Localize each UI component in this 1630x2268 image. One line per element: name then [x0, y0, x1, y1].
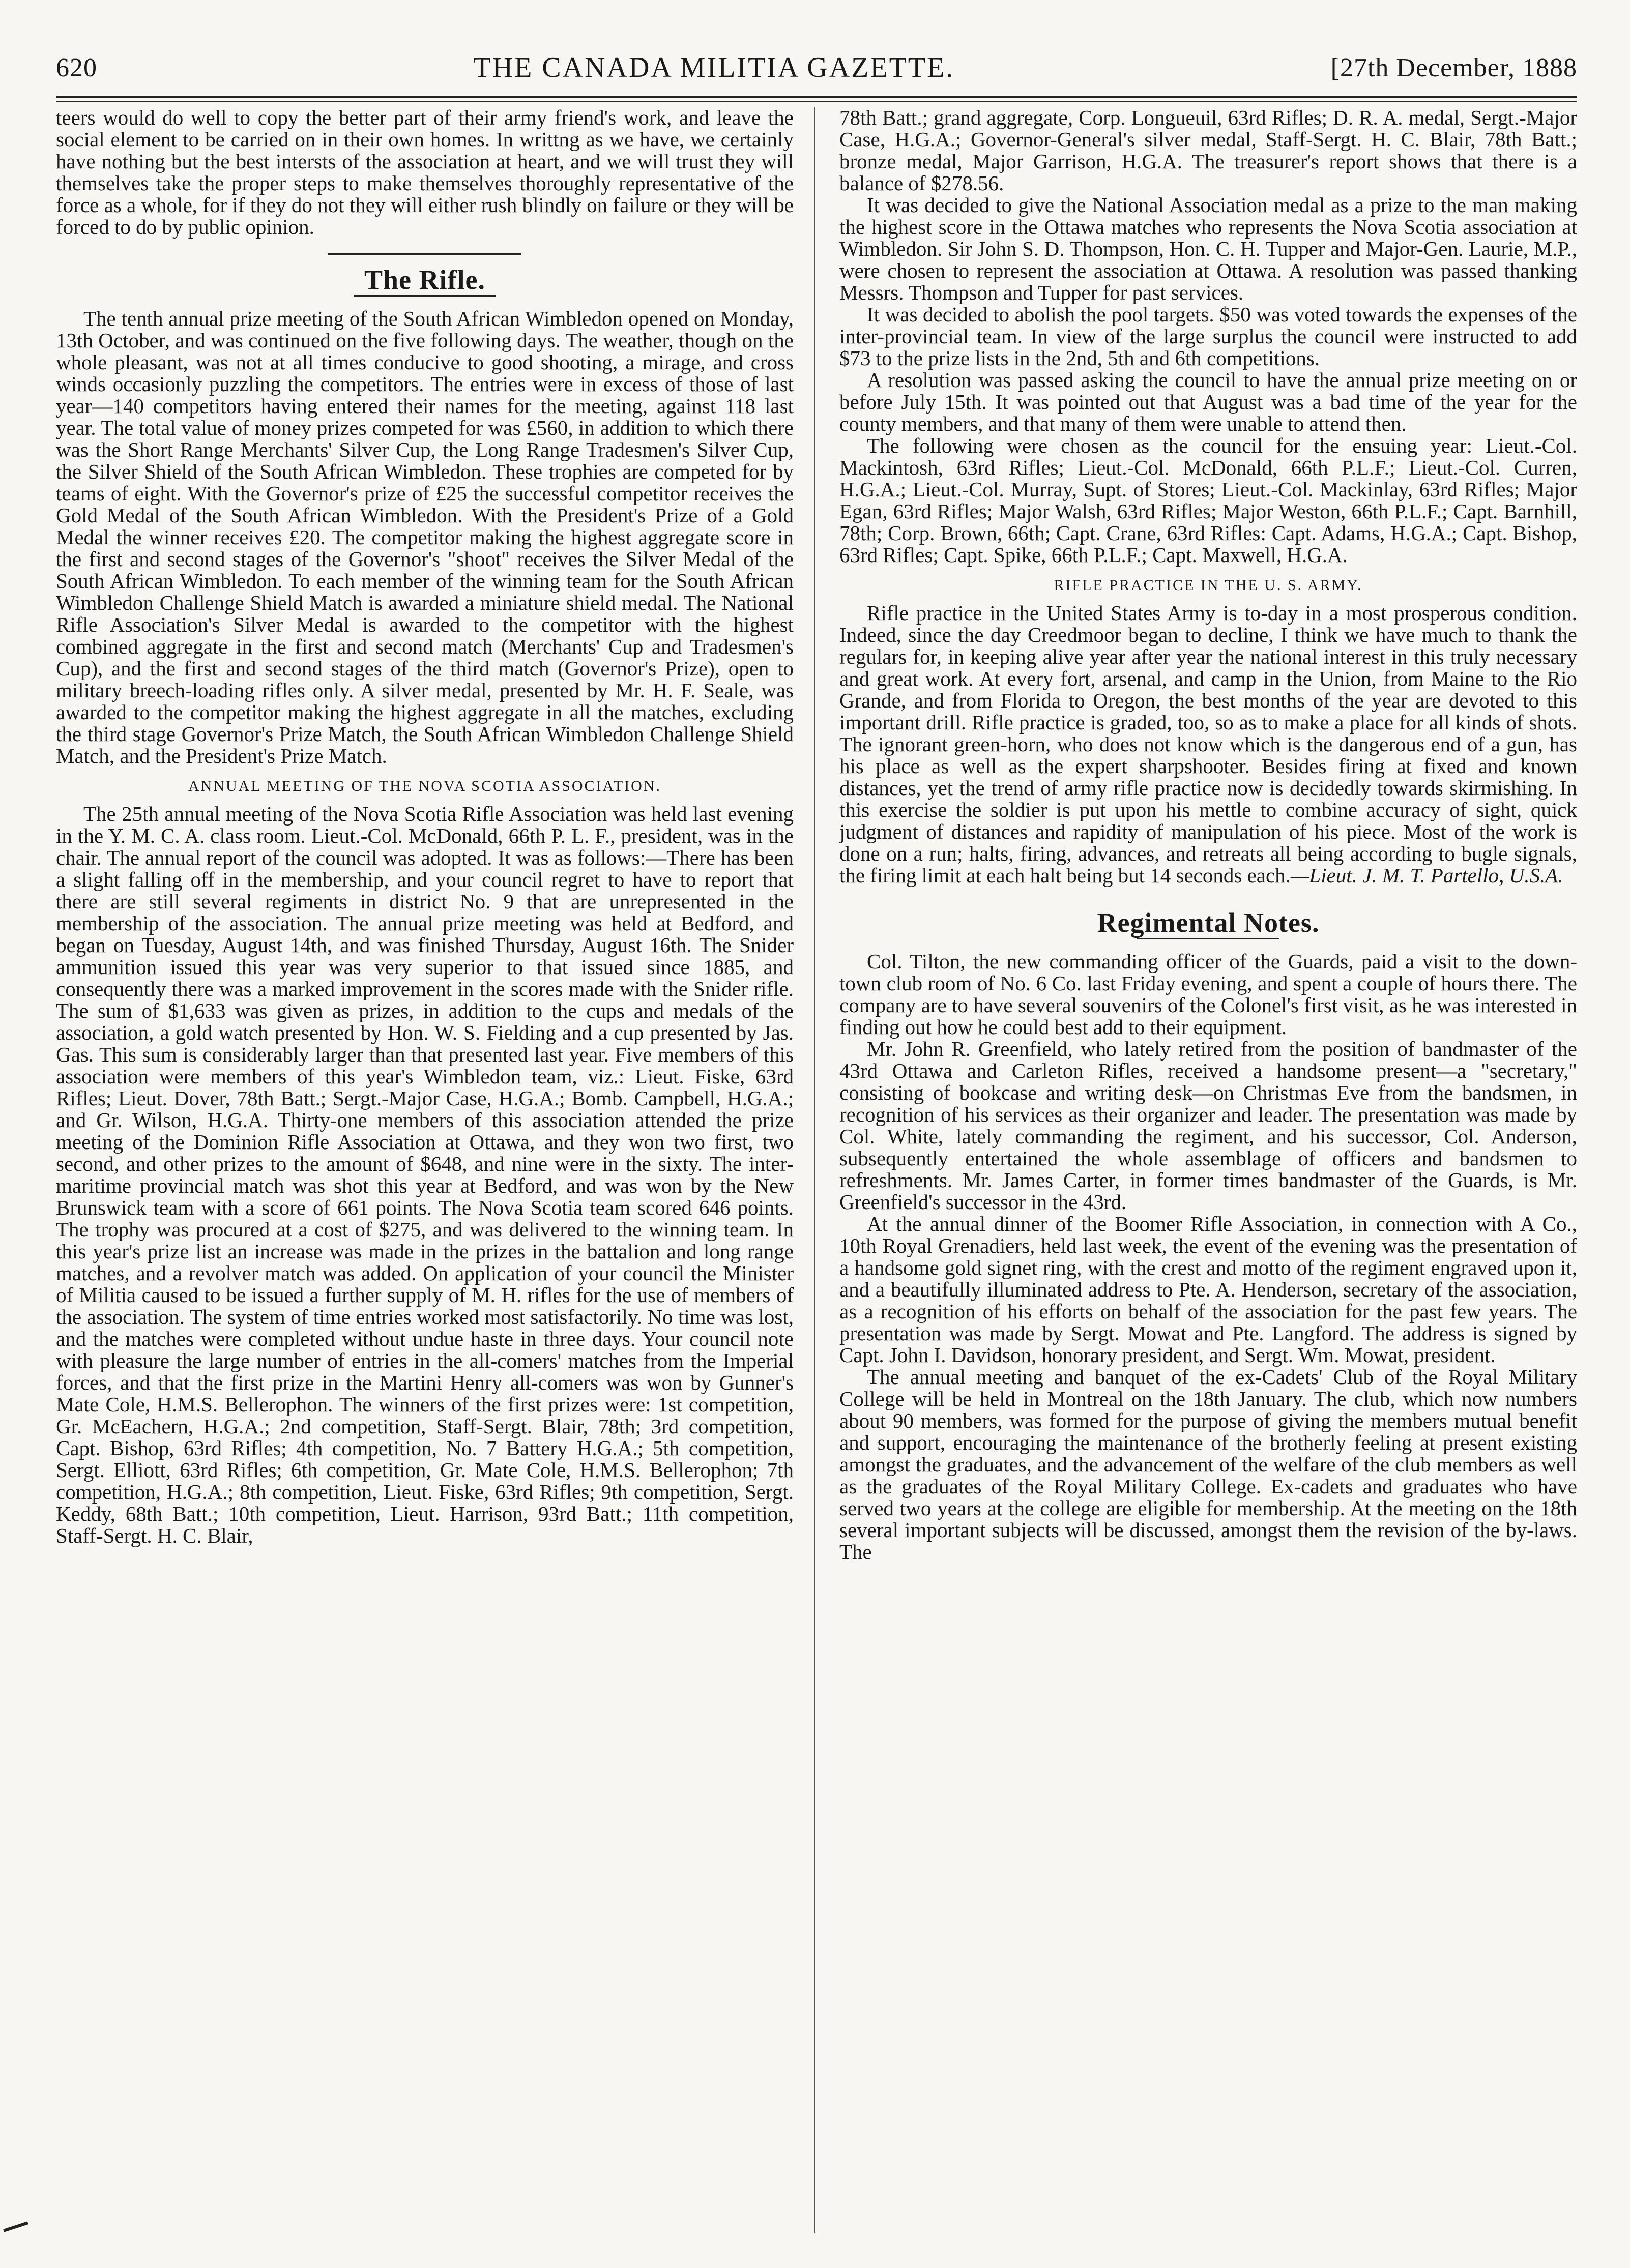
- publication-title: THE CANADA MILITIA GAZETTE.: [473, 52, 955, 83]
- greenfield-paragraph: Mr. John R. Greenfield, who lately retired from the position of bandmaster of the 43rd Ottawa and Carleton Rifles, received a handsome present—a "secretary," consisting of bookcase and writing desk—on Christmas Eve from the bandsmen, in recognition of his services as their organizer and leader. The presentation was made by Col. White, lately commanding the regiment, and his successor, Col. Anderson, subsequently entertained the whole assemblage of officers and bandsmen to refreshments. Mr. James Carter, in former times bandmaster of the Guards, is Mr. Greenfield's successor in the 43rd.: [839, 1037, 1577, 1214]
- continuation-paragraph: 78th Batt.; grand aggregate, Corp. Longueuil, 63rd Rifles; D. R. A. medal, Sergt.-Major Case, H.G.A.; Governor-General's silver medal, Staff-Sergt. H. C. Blair, 78th Batt.; bronze medal, Major Garrison, H.G.A. The treasurer's report shows that there is a balance of $278.56.: [839, 107, 1577, 195]
- issue-date: [27th December, 1888: [1330, 53, 1577, 82]
- nova-scotia-paragraph: The 25th annual meeting of the Nova Scotia Rifle Association was held last evening in the Y. M. C. A. class room. Lieut.-Col. McDonald, 66th P. L. F., president, was in the chair. The annual report of the council was adopted. It was as follows:—There has been a slight falling off in the membership, and your council regret to have to report that there are still several regiments in district No. 9 that are unrepresented in the membership of the association. The annual prize meeting was held at Bedford, and began on Tuesday, August 14th, and was finished Thursday, August 16th. The Snider ammunition issued this year was very superior to that issued since 1885, and consequently there was a marked improvement in the scores made with the Snider rifle. The sum of $1,633 was given as prizes, in addition to the cups and medals of the association, a gold watch presented by Hon. W. S. Fielding and a cup presented by Jas. Gas. This sum is considerably larger than that presented last year. Five members of this association were members of this year's Wimbledon team, viz.: Lieut. Fiske, 63rd Rifles; Lieut. Dover, 78th Batt.; Sergt.-Major Case, H.G.A.; Bomb. Campbell, H.G.A.; and Gr. Wilson, H.G.A. Thirty-one members of this association attended the prize meeting of the Dominion Rifle Association at Ottawa, and they won two first, two second, and other prizes to the amount of $648, and nine were in the sixty. The inter-maritime provincial match was shot this year at Bedford, and was won by the New Brunswick team with a score of 661 points. The Nova Scotia team scored 646 points. The trophy was procured at a cost of $275, and was delivered to the winning team. In this year's prize list an increase was made in the prizes in the battalion and long range matches, and a revolver match was added. On application of your council the Minister of Militia caused to be issued a further supply of M. H. rifles for the use of members of the association. The system of time entries worked most satisfactorily. No time was lost, and the matches were completed without undue haste in three days. Your council note with pleasure the large number of entries in the all-comers' matches from the Imperial forces, and that the first prize in the Martini Henry all-comers was won by Gunner's Mate Cole, H.M.S. Bellerophon. The winners of the first prizes were: 1st competition, Gr. McEachern, H.G.A.; 2nd competition, Staff-Sergt. Blair, 78th; 3rd competition, Capt. Bishop, 63rd Rifles; 4th competition, No. 7 Battery H.G.A.; 5th competition, Sergt. Elliott, 63rd Rifles; 6th competition, Gr. Mate Cole, H.M.S. Bellerophon; 7th competition, H.G.A.; 8th competition, Lieut. Fiske, 63rd Rifles; 9th competition, Sergt. Keddy, 68th Batt.; 10th competition, Lieut. Harrison, 93rd Batt.; 11th competition, Staff-Sergt. H. C. Blair,: [56, 802, 794, 1547]
- council-paragraph: The following were chosen as the council for the ensuing year: Lieut.-Col. Mackintosh, 63rd Rifles; Lieut.-Col. McDonald, 66th P.L.F.; Lieut.-Col. Curren, H.G.A.; Lieut.-Col. Murray, Supt. of Stores; Lieut.-Col. Mackinlay, 63rd Rifles; Major Egan, 63rd Rifles; Major Walsh, 63rd Rifles; Major Weston, 66th P.L.F.; Capt. Barnhill, 78th; Corp. Brown, 66th; Capt. Crane, 63rd Rifles: Capt. Adams, H.G.A.; Capt. Bishop, 63rd Rifles; Capt. Spike, 66th P.L.F.; Capt. Maxwell, H.G.A.: [839, 434, 1577, 567]
- us-army-byline: —Lieut. J. M. T. Partello, U.S.A.: [1290, 864, 1563, 887]
- column-divider: [814, 107, 815, 2233]
- medal-paragraph: It was decided to give the National Association medal as a prize to the man making the highest score in the Ottawa matches who represents the Nova Scotia association at Wimbledon. Sir John S. D. Thompson, Hon. C. H. Tupper and Major-Gen. Laurie, M.P., were chosen to represent the association at Ottawa. A resolution was passed thanking Messrs. Thompson and Tupper for past services.: [839, 193, 1577, 304]
- rifle-paragraph: The tenth annual prize meeting of the South African Wimbledon opened on Monday, 13th October, and was continued on the five following days. The weather, though on the whole pleasant, was not at all times conducive to good shooting, a mirage, and cross winds occasionly puzzling the competitors. The entries were in excess of those of last year—140 competitors having entered their names for the meeting, against 118 last year. The total value of money prizes competed for was £560, in addition to which there was the Short Range Merchants' Silver Cup, the Long Range Tradesmen's Silver Cup, the Silver Shield of the South African Wimbledon. These trophies are competed for by teams of eight. With the Governor's prize of £25 the successful competitor receives the Gold Medal of the South African Wimbledon. With the President's Prize of a Gold Medal the winner receives £20. The competitor making the highest aggregate score in the first and second stages of the Governor's "shoot" receives the Silver Medal of the South African Wimbledon. To each member of the winning team for the South African Wimbledon Challenge Shield Match is awarded a miniature shield medal. The National Rifle Association's Silver Medal is awarded to the competitor with the highest combined aggregate in the first and second match (Merchants' Cup and Tradesmen's Cup), and the first and second stages of the third match (Governor's Prize), open to military breech-loading rifles only. A silver medal, presented by Mr. H. F. Seale, was awarded to the competitor making the highest aggregate in all the matches, excluding the third stage Governor's Prize Match, the South African Wimbledon Challenge Shield Match, and the President's Prize Match.: [56, 307, 794, 768]
- us-army-subheading: RIFLE PRACTICE IN THE U. S. ARMY.: [1054, 577, 1363, 594]
- page-header: [56, 45, 1577, 91]
- us-army-text: Rifle practice in the United States Army is to-day in a most prosperous condition. Indeed, since the day Creedmoor began to decline, I think we have much to thank the regulars for, in keeping alive year after year the national interest in this truly necessary and great work. At every fort, arsenal, and camp in the Union, from Maine to the Rio Grande, and from Florida to Oregon, the best months of the year are devoted to this important drill. Rifle practice is graded, too, so as to make a place for all kinds of shots. The ignorant green-horn, who does not know which is the dangerous end of a gun, has his place as well as the expert sharpshooter. Besides firing at fixed and known distances, yet the trend of army rifle practice now is decidedly towards skirmishing. In this exercise the soldier is put upon his mettle to combine accuracy of sight, quick judgment of distances and rapidity of manipulation of his piece. Most of the work is done on a run; halts, firing, advances, and retreats all being according to bugle signals, the firing limit at each halt being but 14 seconds each.: [839, 601, 1577, 887]
- regimental-heading: Regimental Notes.: [1097, 907, 1320, 938]
- intro-paragraph: teers would do well to copy the better part of their army friend's work, and leave the social element to be carried on in their own homes. In writtng as we have, we certainly have nothing but the best intersts of the association at heart, and we will trust they will themselves take the proper steps to make themselves thoroughly representative of the force as a whole, for if they do not they will either rush blindly on failure or they will be forced to do by public opinion.: [56, 107, 794, 239]
- page-number: 620: [56, 53, 97, 82]
- header-rule-thin: [56, 101, 1577, 102]
- right-column: [839, 107, 1577, 2233]
- heading-rule: [1137, 938, 1279, 939]
- cadets-paragraph: The annual meeting and banquet of the ex-Cadets' Club of the Royal Military College will be held in Montreal on the 18th January. The club, which now numbers about 90 members, was formed for the purpose of giving the members mutual benefit and support, encouraging the maintenance of the brotherly feeling at present existing amongst the graduates, and the advancement of the welfare of the club members as well as the graduates of the Royal Military College. Ex-cadets and graduates who have served two years at the college are eligible for membership. At the meeting on the 18th several important subjects will be discussed, amongst them the revision of the by-laws. The: [839, 1365, 1577, 1564]
- margin-ink-mark: [3, 2221, 28, 2232]
- tilton-paragraph: Col. Tilton, the new commanding officer of the Guards, paid a visit to the down-town club room of No. 6 Co. last Friday evening, and spent a couple of hours there. The company are to have several souvenirs of the Colonel's first visit, as he was interested in finding out how he could best add to their equipment.: [839, 950, 1577, 1039]
- left-column: [56, 107, 794, 2233]
- heading-rule: [354, 295, 496, 297]
- section-divider: [328, 253, 521, 255]
- header-rule: [56, 96, 1577, 98]
- us-army-paragraph: [839, 602, 1577, 887]
- pool-paragraph: It was decided to abolish the pool targets. $50 was voted towards the expenses of the inter-provincial team. In view of the large surplus the council were instructed to add $73 to the prize lists in the 2nd, 5th and 6th competitions.: [839, 303, 1577, 370]
- resolution-paragraph: A resolution was passed asking the council to have the annual prize meeting on or before July 15th. It was pointed out that August was a bad time of the year for the county members, and that many of them were unable to attend then.: [839, 368, 1577, 435]
- boomer-paragraph: At the annual dinner of the Boomer Rifle Association, in connection with A Co., 10th Royal Grenadiers, held last week, the event of the evening was the presentation of a handsome gold signet ring, with the crest and motto of the regiment engraved upon it, and a beautifully illuminated address to Pte. A. Henderson, secretary of the association, as a recognition of his efforts on behalf of the association for the past few years. The presentation was made by Sergt. Mowat and Pte. Langford. The address is signed by Capt. John I. Davidson, honorary president, and Sergt. Wm. Mowat, president.: [839, 1212, 1577, 1367]
- rifle-heading: The Rifle.: [364, 264, 485, 295]
- nova-scotia-subheading: ANNUAL MEETING OF THE NOVA SCOTIA ASSOCIATION.: [188, 778, 661, 794]
